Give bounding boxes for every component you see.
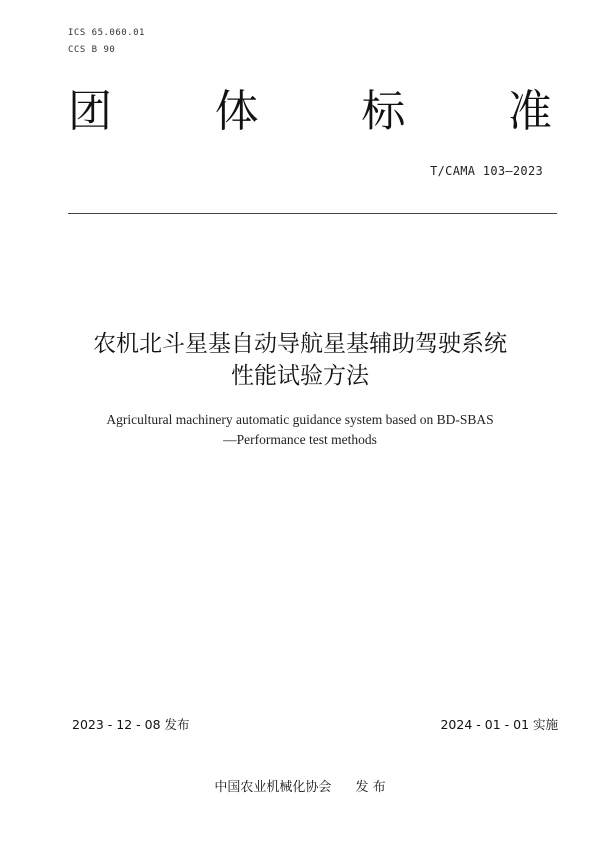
publisher-name: 中国农业机械化协会 (214, 780, 332, 795)
ccs-code: CCS B 90 (68, 45, 116, 55)
standard-type-char-1: 团 (68, 86, 112, 137)
implementation-date: 2024 - 01 - 01 实施 (440, 717, 558, 732)
english-title-line-1: Agricultural machinery automatic guidance system based on BD-SBAS (106, 412, 494, 427)
issue-date: 2023 - 12 - 08 发布 (72, 717, 190, 732)
chinese-title-line-1: 农机北斗星基自动导航星基辅助驾驶系统 (93, 331, 507, 357)
standard-type-char-2: 体 (214, 86, 259, 137)
english-title (0, 410, 600, 450)
standard-type-heading (68, 82, 552, 142)
standard-type-char-3: 标 (361, 86, 406, 137)
ics-code: ICS 65.060.01 (68, 28, 145, 38)
english-title-line-2: —Performance test methods (223, 432, 377, 447)
chinese-title-line-2: 性能试验方法 (231, 363, 369, 389)
chinese-title (0, 328, 600, 392)
publish-action: 发 布 (355, 780, 386, 795)
header-divider (68, 213, 557, 214)
publisher-block (0, 776, 600, 795)
standard-number: T/CAMA 103—2023 (430, 164, 543, 178)
standard-type-char-4: 准 (507, 86, 552, 137)
